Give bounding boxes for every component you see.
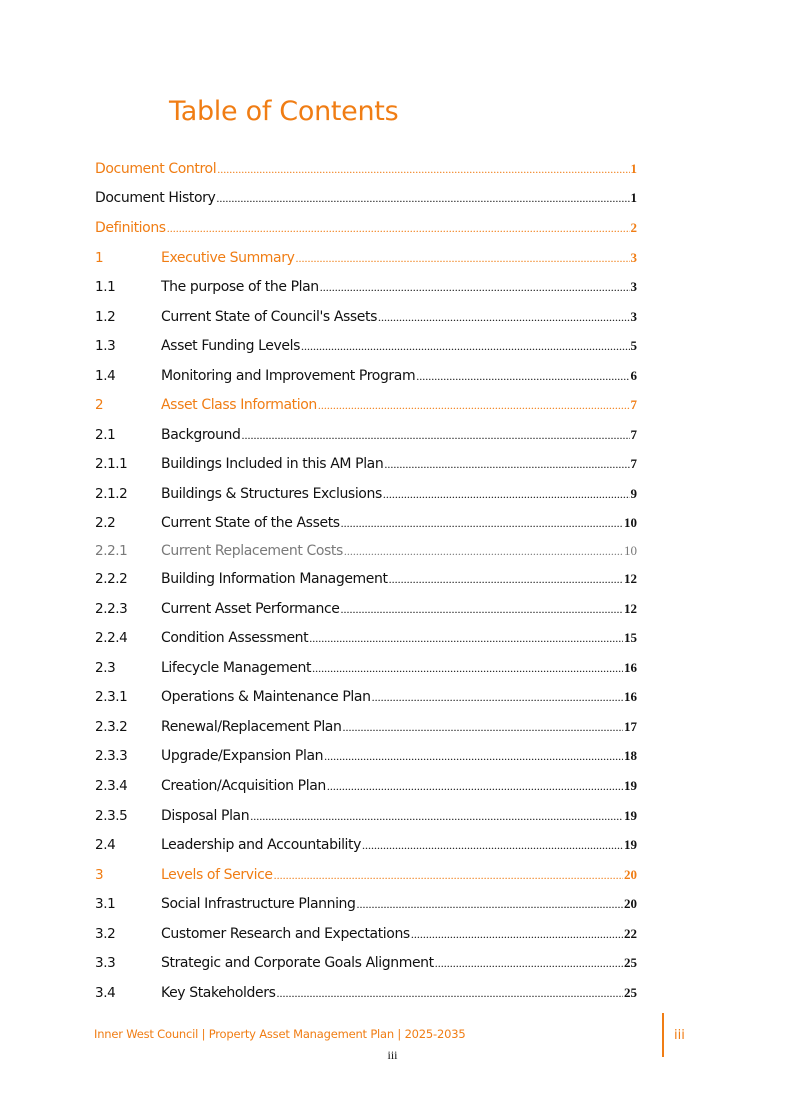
toc-entry-number: 2.3.5 xyxy=(95,808,128,824)
toc-entry-number: 2.2 xyxy=(95,515,116,531)
toc-entry-label: Document Control xyxy=(95,161,217,177)
toc-dot-leader xyxy=(274,868,623,883)
toc-entry-page: 3 xyxy=(630,309,637,324)
toc-entry-number: 3.4 xyxy=(95,985,116,1001)
toc-entry[interactable] xyxy=(95,427,637,449)
page-title: Table of Contents xyxy=(169,96,399,127)
toc-entry-page: 12 xyxy=(624,601,637,616)
toc-dot-leader xyxy=(295,251,629,266)
footer-text: Inner West Council | Property Asset Management Plan | 2025-2035 xyxy=(94,1027,466,1041)
toc-entry-number: 2.2.4 xyxy=(95,630,128,646)
toc-entry[interactable] xyxy=(95,250,637,272)
toc-entry-number: 1 xyxy=(95,250,104,266)
toc-entry-page: 3 xyxy=(630,279,637,294)
toc-entry[interactable] xyxy=(95,719,637,741)
footer-page-number: iii xyxy=(674,1028,685,1043)
toc-entry-number: 3.1 xyxy=(95,896,116,912)
toc-dot-leader xyxy=(277,986,624,1001)
toc-dot-leader xyxy=(242,428,630,443)
toc-entry-page: 18 xyxy=(624,748,637,763)
toc-entry[interactable] xyxy=(95,808,637,830)
toc-entry-number: 3.2 xyxy=(95,926,116,942)
toc-entry-number: 1.4 xyxy=(95,368,116,384)
toc-entry-label: Buildings Included in this AM Plan xyxy=(161,456,384,472)
toc-entry-number: 2.3.2 xyxy=(95,719,128,735)
toc-entry-number: 2.2.1 xyxy=(95,543,128,559)
toc-entry-page: 25 xyxy=(624,985,637,1000)
toc-entry-page: 10 xyxy=(624,515,637,530)
toc-entry-label: Leadership and Accountability xyxy=(161,837,362,853)
toc-entry-label: Operations & Maintenance Plan xyxy=(161,689,371,705)
toc-entry[interactable] xyxy=(95,630,637,652)
toc-entry-page: 19 xyxy=(624,778,637,793)
toc-entry-label: Customer Research and Expectations xyxy=(161,926,410,942)
toc-entry-page: 17 xyxy=(624,719,637,734)
toc-entry-label: Levels of Service xyxy=(161,867,273,883)
toc-dot-leader xyxy=(324,749,623,764)
toc-entry-label: Executive Summary xyxy=(161,250,295,266)
toc-dot-leader xyxy=(309,631,623,646)
toc-entry-label: Strategic and Corporate Goals Alignment xyxy=(161,955,434,971)
toc-entry-number: 2.1.1 xyxy=(95,456,128,472)
toc-entry-label: Buildings & Structures Exclusions xyxy=(161,486,382,502)
toc-entry-label: Condition Assessment xyxy=(161,630,309,646)
toc-entry[interactable] xyxy=(95,338,637,360)
toc-entry[interactable] xyxy=(95,220,637,242)
toc-entry[interactable] xyxy=(95,309,637,331)
toc-entry-label: Creation/Acquisition Plan xyxy=(161,778,326,794)
toc-entry[interactable] xyxy=(95,601,637,623)
toc-entry-label: Definitions xyxy=(95,220,166,236)
toc-entry[interactable] xyxy=(95,837,637,859)
toc-entry-page: 6 xyxy=(630,368,637,383)
toc-dot-leader xyxy=(389,572,623,587)
toc-entry-label: Document History xyxy=(95,190,216,206)
toc-entry[interactable] xyxy=(95,456,637,478)
toc-entry-label: Current Replacement Costs xyxy=(161,543,343,559)
toc-dot-leader xyxy=(216,191,629,206)
toc-dot-leader xyxy=(312,661,623,676)
toc-entry-label: Current State of Council's Assets xyxy=(161,309,378,325)
toc-entry[interactable] xyxy=(95,748,637,770)
toc-entry-page: 1 xyxy=(630,161,637,176)
toc-entry-label: Asset Funding Levels xyxy=(161,338,300,354)
toc-dot-leader xyxy=(250,809,623,824)
toc-entry-page: 15 xyxy=(624,630,637,645)
toc-entry-number: 1.1 xyxy=(95,279,116,295)
toc-entry-label: Current State of the Assets xyxy=(161,515,340,531)
toc-entry-page: 12 xyxy=(624,571,637,586)
toc-dot-leader xyxy=(416,369,629,384)
toc-entry-number: 1.3 xyxy=(95,338,116,354)
toc-entry-label: Renewal/Replacement Plan xyxy=(161,719,342,735)
toc-entry[interactable] xyxy=(95,867,637,889)
toc-entry[interactable] xyxy=(95,571,637,593)
toc-dot-leader xyxy=(217,162,629,177)
toc-dot-leader xyxy=(378,310,629,325)
toc-entry[interactable] xyxy=(95,397,637,419)
toc-entry-page: 5 xyxy=(630,338,637,353)
toc-entry[interactable] xyxy=(95,689,637,711)
toc-entry-label: Social Infrastructure Planning xyxy=(161,896,356,912)
toc-entry-label: Disposal Plan xyxy=(161,808,250,824)
toc-entry[interactable] xyxy=(95,985,637,1007)
toc-entry[interactable] xyxy=(95,955,637,977)
toc-dot-leader xyxy=(344,544,623,559)
toc-entry-number: 2.3.4 xyxy=(95,778,128,794)
toc-entry-page: 16 xyxy=(624,689,637,704)
toc-entry-page: 20 xyxy=(624,896,637,911)
toc-entry-page: 7 xyxy=(630,397,637,412)
toc-entry-number: 2.2.3 xyxy=(95,601,128,617)
toc-entry-page: 19 xyxy=(624,837,637,852)
toc-dot-leader xyxy=(167,221,630,236)
toc-entry[interactable] xyxy=(95,543,637,565)
toc-entry[interactable] xyxy=(95,515,637,537)
toc-entry-number: 2 xyxy=(95,397,104,413)
toc-entry-page: 9 xyxy=(630,486,637,501)
toc-entry[interactable] xyxy=(95,279,637,301)
toc-entry-number: 2.1 xyxy=(95,427,116,443)
toc-entry[interactable] xyxy=(95,896,637,918)
toc-dot-leader xyxy=(411,927,623,942)
toc-dot-leader xyxy=(341,516,623,531)
toc-entry-page: 25 xyxy=(624,955,637,970)
toc-dot-leader xyxy=(320,280,630,295)
toc-dot-leader xyxy=(318,398,630,413)
toc-entry-page: 3 xyxy=(630,250,637,265)
toc-dot-leader xyxy=(301,339,630,354)
toc-dot-leader xyxy=(384,457,629,472)
toc-dot-leader xyxy=(372,690,623,705)
toc-entry-number: 2.1.2 xyxy=(95,486,128,502)
toc-dot-leader xyxy=(327,779,623,794)
toc-entry-label: The purpose of the Plan xyxy=(161,279,319,295)
toc-entry[interactable] xyxy=(95,368,637,390)
toc-entry-page: 2 xyxy=(630,220,637,235)
toc-entry-page: 7 xyxy=(630,427,637,442)
toc-entry[interactable] xyxy=(95,926,637,948)
toc-entry[interactable] xyxy=(95,190,637,212)
page-number: iii xyxy=(387,1048,398,1062)
toc-entry-number: 2.4 xyxy=(95,837,116,853)
toc-entry-page: 10 xyxy=(624,543,637,558)
toc-entry-label: Current Asset Performance xyxy=(161,601,340,617)
toc-entry-page: 7 xyxy=(630,456,637,471)
toc-entry-page: 20 xyxy=(624,867,637,882)
toc-entry-number: 2.2.2 xyxy=(95,571,128,587)
toc-dot-leader xyxy=(340,602,623,617)
toc-entry-page: 1 xyxy=(630,190,637,205)
toc-dot-leader xyxy=(362,838,623,853)
toc-entry-label: Key Stakeholders xyxy=(161,985,276,1001)
toc-entry[interactable] xyxy=(95,161,637,183)
toc-entry-number: 3 xyxy=(95,867,104,883)
toc-dot-leader xyxy=(342,720,623,735)
toc-entry-label: Building Information Management xyxy=(161,571,388,587)
toc-dot-leader xyxy=(435,956,623,971)
toc-entry-label: Lifecycle Management xyxy=(161,660,312,676)
toc-entry[interactable] xyxy=(95,778,637,800)
toc-entry-number: 2.3.1 xyxy=(95,689,128,705)
toc-entry-number: 1.2 xyxy=(95,309,116,325)
toc-entry-label: Upgrade/Expansion Plan xyxy=(161,748,324,764)
toc-entry-label: Background xyxy=(161,427,241,443)
toc-dot-leader xyxy=(383,487,630,502)
toc-entry[interactable] xyxy=(95,660,637,682)
toc-entry-number: 3.3 xyxy=(95,955,116,971)
toc-entry-page: 22 xyxy=(624,926,637,941)
toc-dot-leader xyxy=(357,897,623,912)
toc-entry-number: 2.3 xyxy=(95,660,116,676)
toc-entry-number: 2.3.3 xyxy=(95,748,128,764)
toc-entry-page: 19 xyxy=(624,808,637,823)
toc-entry-page: 16 xyxy=(624,660,637,675)
toc-entry[interactable] xyxy=(95,486,637,508)
toc-entry-label: Monitoring and Improvement Program xyxy=(161,368,416,384)
toc-entry-label: Asset Class Information xyxy=(161,397,317,413)
